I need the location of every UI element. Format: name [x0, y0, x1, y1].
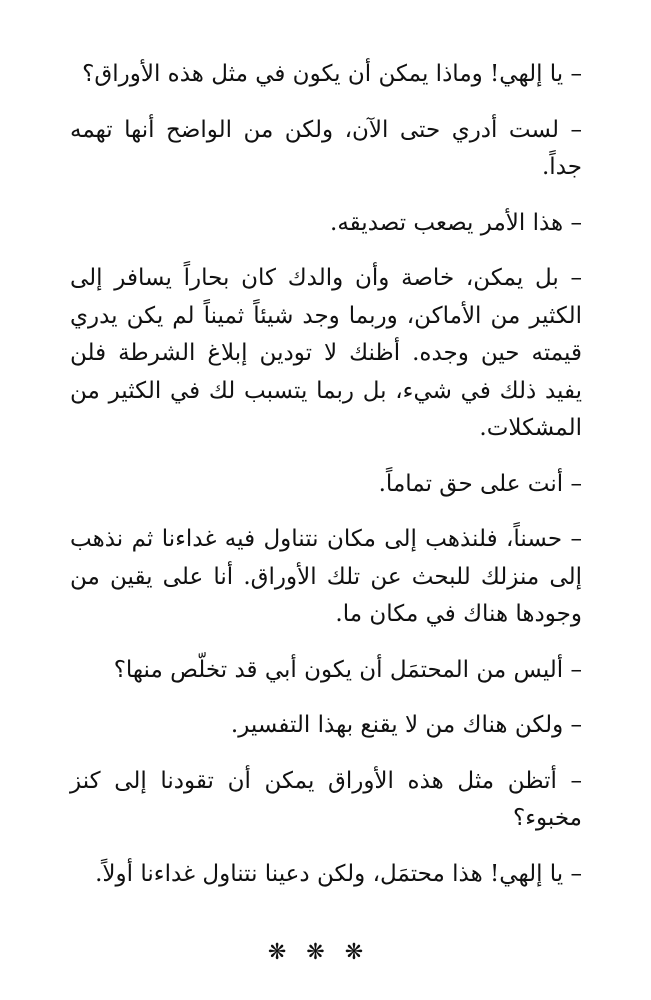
dialogue-paragraph: – بل يمكن، خاصة وأن والدك كان بحاراً يسافر إلى الكثير من الأماكن، وربما وجد شيئاً ثميناً لم يكن يدري قيمته حين وجده. أظنك لا تودين إبلاغ الشرطة فلن يفيد ذلك في شيء، بل ربما يتسبب لك في الكثير من المشكلات.: [70, 265, 582, 441]
dialogue-paragraph: – يا إلهي! وماذا يمكن أن يكون في مثل هذه الأوراق؟: [82, 61, 582, 87]
dialogue-paragraph: – أنت على حق تماماً.: [378, 470, 582, 497]
dialogue-paragraph: – هذا الأمر يصعب تصديقه.: [330, 209, 582, 236]
dialogue-paragraph: – يا إلهي! هذا محتمَل، ولكن دعينا نتناول غداءنا أولاً.: [95, 860, 582, 887]
section-separator: ❋❋❋: [267, 940, 384, 965]
dialogue-paragraph: – ولكن هناك من لا يقنع بهذا التفسير.: [230, 712, 582, 738]
dialogue-paragraph: – حسناً، فلنذهب إلى مكان نتناول فيه غداءنا ثم نذهب إلى منزلك للبحث عن تلك الأوراق. أنا على يقين من وجودها هناك في مكان ما.: [70, 526, 582, 627]
book-page-text: [70, 56, 582, 911]
dialogue-paragraph: – أليس من المحتمَل أن يكون أبي قد تخلّص منها؟: [113, 656, 582, 683]
dialogue-paragraph: – أتظن مثل هذه الأوراق يمكن أن تقودنا إلى كنز مخبوء؟: [70, 767, 582, 831]
dialogue-paragraph: – لست أدري حتى الآن، ولكن من الواضح أنها تهمه جداً.: [70, 116, 582, 180]
